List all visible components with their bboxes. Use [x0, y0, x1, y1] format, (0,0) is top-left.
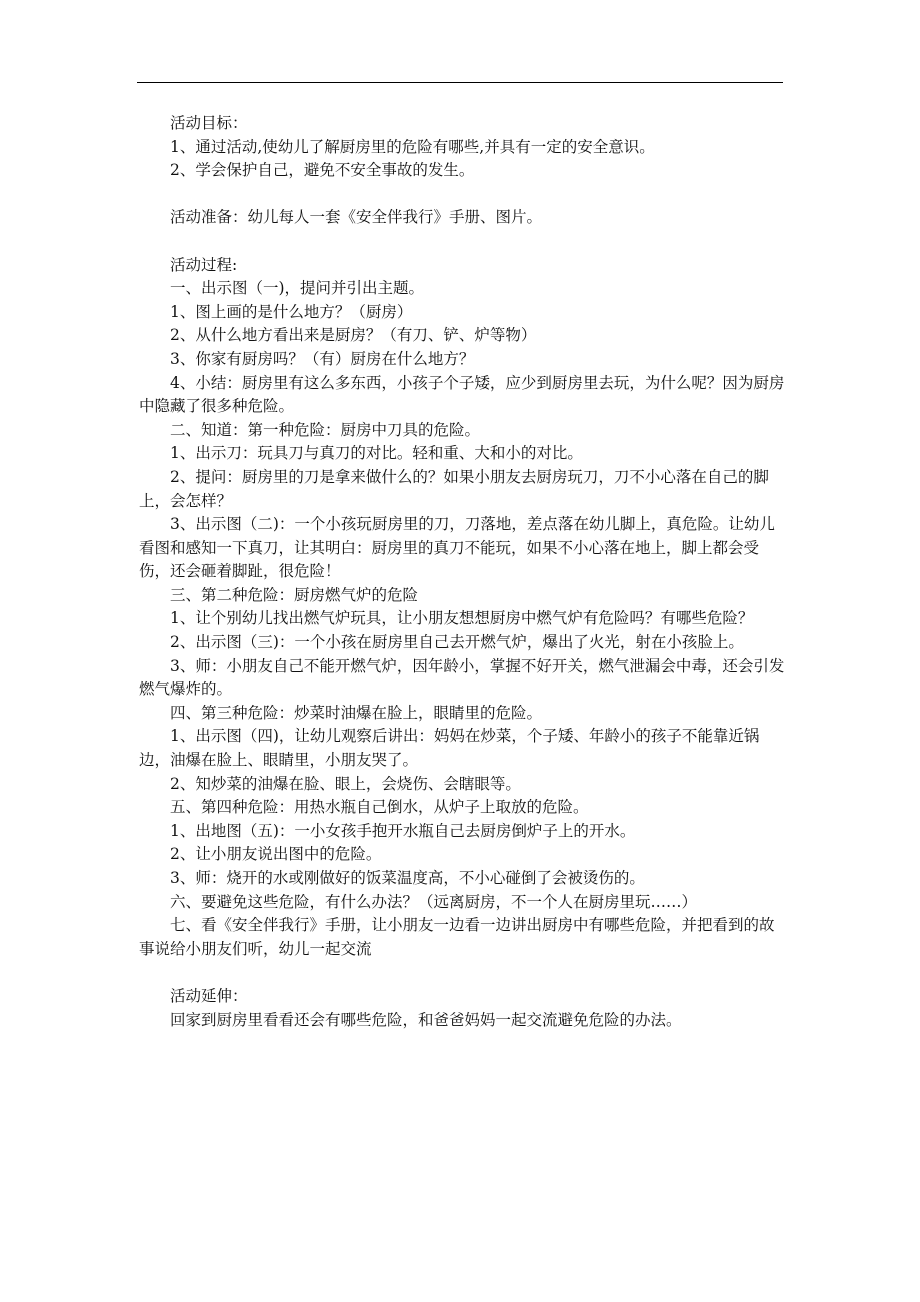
process-line: 一、出示图（一)，提问并引出主题。 — [170, 279, 425, 298]
process-line: 2、提问：厨房里的刀是拿来做什么的？如果小朋友去厨房玩刀，刀不小心落在自己的脚上，会怎样？ — [139, 467, 769, 510]
process-line: 六、要避免这些危险，有什么办法？（远离厨房，不一个人在厨房里玩……） — [170, 892, 698, 911]
process-line: 二、知道：第一种危险：厨房中刀具的危险。 — [170, 420, 481, 439]
process-line: 1、图上画的是什么地方？（厨房） — [170, 302, 413, 321]
process-line: 1、出示图（四)，让幼儿观察后讲出：妈妈在炒菜，个子矮、年龄小的孩子不能靠近锅边，油爆在脸上、眼睛里，小朋友哭了。 — [139, 727, 760, 770]
process-line: 3、你家有厨房吗？（有）厨房在什么地方？ — [170, 349, 475, 368]
process-line: 七、看《安全伴我行》手册，让小朋友一边看一边讲出厨房中有哪些危险，并把看到的故事说给小朋友们听，幼儿一起交流 — [139, 916, 775, 958]
process-line: 1、出示刀：玩具刀与真刀的对比。轻和重、大和小的对比。 — [170, 444, 583, 463]
process-line: 五、第四种危险：用热水瓶自己倒水，从炉子上取放的危险。 — [170, 798, 589, 817]
preparation: 活动准备：幼儿每人一套《安全伴我行》手册、图片。 — [170, 208, 543, 227]
document-body — [139, 112, 785, 1032]
process-heading: 活动过程: — [170, 255, 238, 274]
process-line: 3、师：烧开的水或刚做好的饭菜温度高，不小心碰倒了会被烫伤的。 — [170, 869, 645, 887]
process-line: 四、第三种危险：炒菜时油爆在脸上，眼睛里的危险。 — [170, 703, 543, 722]
process-line: 2、知炒菜的油爆在脸、眼上，会烧伤、会瞎眼等。 — [170, 774, 521, 793]
extension-heading: 活动延伸： — [170, 986, 248, 1005]
process-line: 2、让小朋友说出图中的危险。 — [170, 845, 382, 864]
goal-item: 2、学会保护自己，避免不安全事故的发生。 — [170, 161, 475, 180]
goal-heading: 活动目标： — [170, 114, 248, 132]
header-rule — [137, 82, 783, 83]
process-line: 4、小结：厨房里有这么多东西，小孩子个子矮，应少到厨房里去玩，为什么呢？因为厨房中隐藏了很多种危险。 — [139, 373, 785, 416]
process-line: 3、师：小朋友自己不能开燃气炉，因年龄小，掌握不好开关，燃气泄漏会中毒，还会引发燃气爆炸的。 — [139, 656, 785, 699]
process-line: 2、出示图（三)：一个小孩在厨房里自己去开燃气炉，爆出了火光，射在小孩脸上。 — [170, 633, 744, 652]
process-line: 1、出地图（五)：一小女孩手抱开水瓶自己去厨房倒炉子上的开水。 — [170, 821, 636, 840]
goal-item: 1、通过活动,使幼儿了解厨房里的危险有哪些,并具有一定的安全意识。 — [170, 137, 655, 156]
process-line: 1、让个别幼儿找出燃气炉玩具，让小朋友想想厨房中燃气炉有危险吗？有哪些危险？ — [170, 609, 754, 628]
extension-text: 回家到厨房里看看还会有哪些危险，和爸爸妈妈一起交流避免危险的办法。 — [170, 1010, 682, 1029]
process-line: 3、出示图（二)：一个小孩玩厨房里的刀，刀落地，差点落在幼儿脚上，真危险。让幼儿看图和感知一下真刀，让其明白：厨房里的真刀不能玩，如果不小心落在地上，脚上都会受伤，还会砸着脚趾，很危险！ — [139, 515, 775, 581]
process-line: 2、从什么地方看出来是厨房？（有刀、铲、炉等物） — [170, 326, 537, 345]
process-line: 三、第二种危险：厨房燃气炉的危险 — [170, 585, 419, 604]
